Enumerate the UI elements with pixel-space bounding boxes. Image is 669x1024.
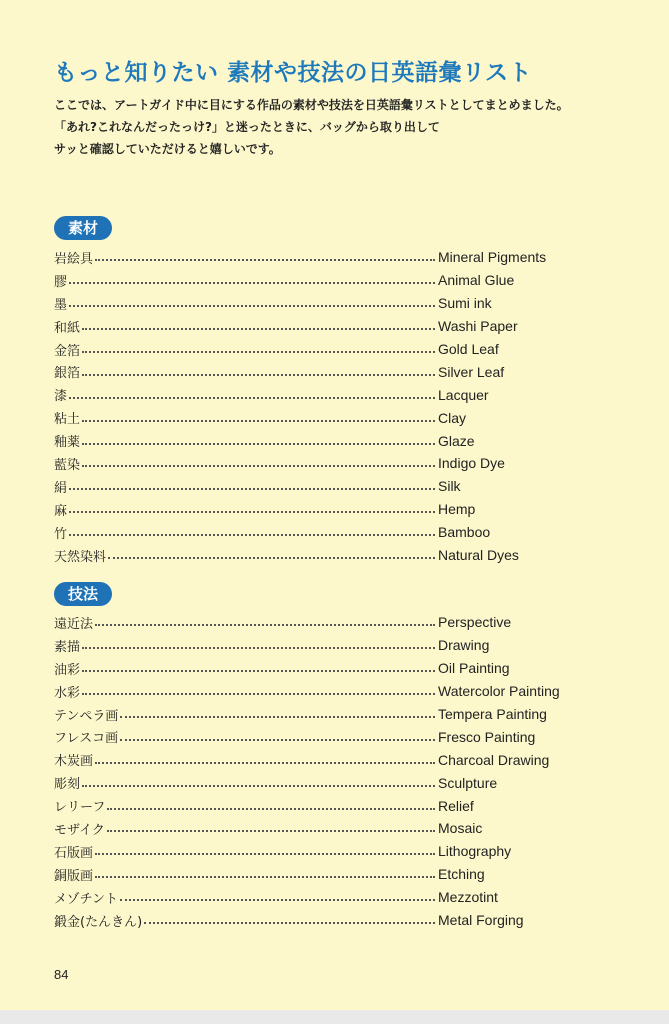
bottom-strip [0,1010,669,1024]
materials-list [54,246,574,566]
term-english: Animal Glue [438,272,515,289]
list-item [54,406,574,429]
list-item [54,703,574,726]
term-japanese: フレスコ画 [54,731,119,747]
list-item [54,521,574,544]
term-japanese: 遠近法 [54,616,94,632]
term-japanese: 絹 [54,480,68,496]
dot-leader [82,670,435,672]
intro-line: ここでは、アートガイド中に目にする作品の素材や技法を日英語彙リストとしてまとめました。 [54,98,569,112]
term-japanese: 藍染 [54,457,81,473]
term-english: Sculpture [438,774,498,791]
term-japanese: 竹 [54,526,68,542]
dot-leader [144,922,435,924]
page-title: もっと知りたい 素材や技法の日英語彙リスト [54,60,533,86]
dot-leader [82,785,435,787]
term-english: Bamboo [438,524,491,541]
list-item [54,611,574,634]
term-japanese: 油彩 [54,662,81,678]
term-english: Natural Dyes [438,547,519,564]
dot-leader [69,305,435,307]
list-item [54,544,574,567]
dot-leader [69,534,435,536]
dot-leader [95,876,435,878]
term-japanese: 岩絵具 [54,251,94,267]
term-japanese: 石版画 [54,845,94,861]
term-japanese: 和紙 [54,320,81,336]
term-english: Fresco Painting [438,728,536,745]
dot-leader [69,511,435,513]
materials-section-badge: 素材 [54,216,112,240]
dot-leader [120,899,435,901]
term-japanese: レリーフ [54,800,106,816]
dot-leader [82,328,435,330]
list-item [54,725,574,748]
term-japanese: 鍛金(たんきん) [54,914,143,930]
term-japanese: 粘土 [54,412,81,428]
dot-leader [95,259,435,261]
dot-leader [82,647,435,649]
term-english: Gold Leaf [438,341,499,357]
term-english: Oil Painting [438,660,510,677]
term-english: Silk [438,478,461,495]
term-japanese: 彫刻 [54,777,81,793]
page-number: 84 [54,967,69,982]
dot-leader [69,397,435,399]
term-japanese: 天然染料 [54,549,107,565]
term-english: Mosaic [438,820,483,837]
list-item [54,794,574,817]
dot-leader [120,739,435,741]
list-item [54,360,574,383]
term-english: Etching [438,866,485,883]
list-item [54,817,574,840]
techniques-section-badge: 技法 [54,582,112,606]
term-english: Perspective [438,614,512,631]
term-english: Indigo Dye [438,455,505,472]
term-japanese: 水彩 [54,685,81,701]
list-item [54,292,574,315]
dot-leader [82,465,435,467]
term-english: Tempera Painting [438,706,547,722]
term-english: Metal Forging [438,912,524,929]
dot-leader [95,624,435,626]
term-japanese: 膠 [54,274,68,290]
term-english: Lacquer [438,386,489,403]
list-item [54,909,574,932]
term-japanese: 金箔 [54,343,81,359]
dot-leader [82,351,435,353]
dot-leader [82,420,435,422]
list-item [54,657,574,680]
term-japanese: 銀箔 [54,366,81,382]
list-item [54,498,574,521]
term-english: Hemp [438,501,476,518]
term-japanese: モザイク [54,822,105,838]
list-item [54,475,574,498]
term-japanese: 墨 [54,297,68,313]
list-item [54,338,574,361]
dot-leader [82,693,435,695]
dot-leader [82,374,435,376]
term-english: Glaze [438,432,475,449]
dot-leader [69,488,435,490]
term-english: Mineral Pigments [438,249,547,266]
term-english: Washi Paper [438,318,518,335]
dot-leader [107,830,435,832]
dot-leader [107,808,435,810]
term-english: Drawing [438,637,490,654]
dot-leader [69,282,435,284]
term-japanese: 釉薬 [54,435,81,451]
list-item [54,634,574,657]
term-english: Charcoal Drawing [438,751,550,768]
dot-leader [95,762,435,764]
list-item [54,863,574,886]
list-item [54,680,574,703]
dot-leader [95,853,435,855]
term-japanese: テンペラ画 [54,708,119,724]
term-japanese: メゾチント [54,891,118,907]
dot-leader [82,443,435,445]
term-english: Clay [438,409,467,426]
term-english: Mezzotint [438,889,498,906]
dot-leader [108,557,435,559]
list-item [54,840,574,863]
term-japanese: 漆 [54,389,68,405]
term-english: Lithography [438,843,512,860]
term-japanese: 木炭画 [54,754,94,770]
list-item [54,771,574,794]
term-japanese: 素描 [54,639,81,655]
list-item [54,383,574,406]
list-item [54,315,574,338]
list-item [54,748,574,771]
intro-line: 「あれ?これなんだったっけ?」と迷ったときに、バッグから取り出して [54,120,440,134]
term-japanese: 銅版画 [54,868,94,884]
term-english: Relief [438,797,474,814]
list-item [54,452,574,475]
term-japanese: 麻 [54,503,68,519]
list-item [54,269,574,292]
term-english: Silver Leaf [438,363,505,380]
list-item [54,246,574,269]
techniques-list [54,611,574,931]
list-item [54,886,574,909]
list-item [54,429,574,452]
intro-text [54,94,644,160]
dot-leader [120,716,435,718]
term-english: Watercolor Painting [438,683,560,700]
intro-line: サッと確認していただけると嬉しいです。 [54,142,281,156]
term-english: Sumi ink [438,295,492,312]
